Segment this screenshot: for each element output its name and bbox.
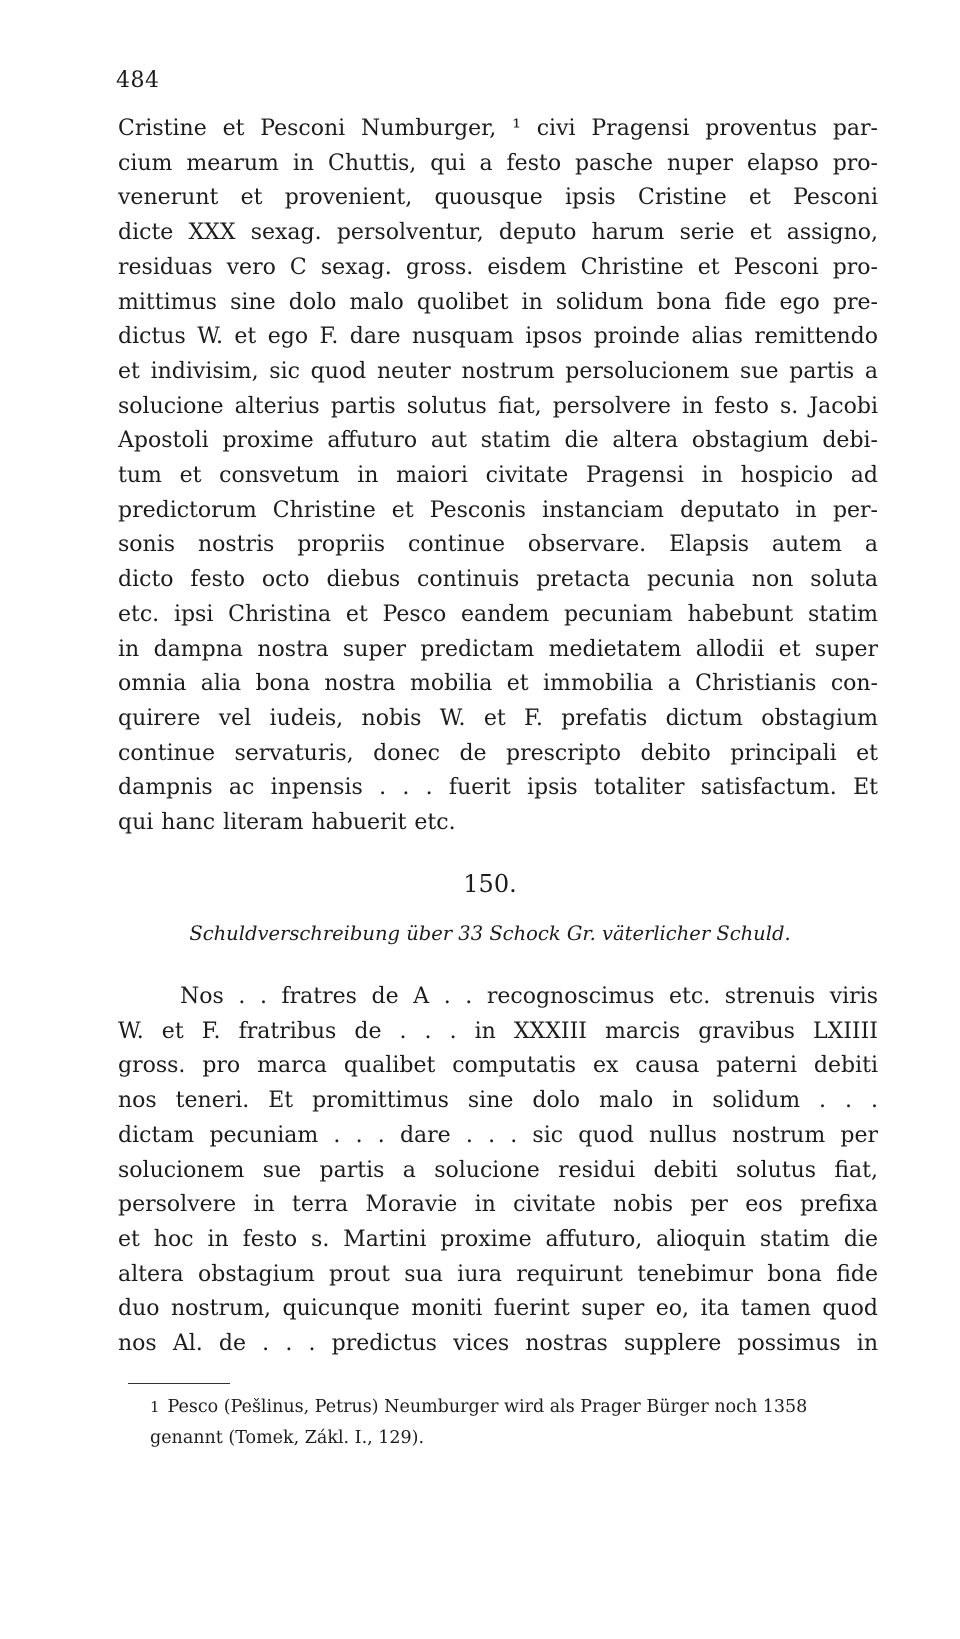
text-line: solucionem sue partis a solucione residui debiti solutus fiat,	[118, 1157, 878, 1183]
text-line: duo nostrum, quicunque moniti fuerint super eo, ita tamen quod	[118, 1296, 878, 1322]
text-line: etc. ipsi Christina et Pesco eandem pecuniam habebunt statim	[118, 601, 878, 627]
text-line: quirere vel iudeis, nobis W. et F. prefatis dictum obstagium	[118, 705, 878, 731]
text-line: residuas vero C sexag. gross. eisdem Christine et Pesconi pro-	[118, 254, 878, 280]
text-line: nos Al. de . . . predictus vices nostras supplere possimus in	[118, 1331, 878, 1357]
document-text	[118, 980, 878, 1362]
text-line: in dampna nostra super predictam medietatem allodii et super	[118, 636, 878, 662]
footnote	[150, 1392, 878, 1454]
text-line: omnia alia bona nostra mobilia et immobilia a Christianis con-	[118, 671, 878, 697]
text-line: W. et F. fratribus de . . . in XXXIII marcis gravibus LXIIII	[118, 1018, 878, 1044]
text-line: gross. pro marca qualibet computatis ex causa paterni debiti	[118, 1053, 878, 1079]
previous-document-text	[118, 112, 878, 841]
text-line: persolvere in terra Moravie in civitate nobis per eos prefixa	[118, 1192, 878, 1218]
text-line: tum et consvetum in maiori civitate Pragensi in hospicio ad	[118, 463, 878, 489]
document-heading: Schuldverschreibung über 33 Schock Gr. väterlicher Schuld.	[189, 922, 791, 945]
footnote-marker: 1	[150, 1398, 160, 1416]
text-line: altera obstagium prout sua iura requirunt tenebimur bona fide	[118, 1261, 878, 1287]
text-line: dictus W. et ego F. dare nusquam ipsos proinde alias remittendo	[118, 324, 878, 350]
text-line: mittimus sine dolo malo quolibet in solidum bona fide ego pre-	[118, 289, 878, 315]
text-line: Apostoli proxime affuturo aut statim die altera obstagium debi-	[118, 428, 878, 454]
text-line: dictam pecuniam . . . dare . . . sic quod nullus nostrum per	[118, 1122, 878, 1148]
text-line: dampnis ac inpensis . . . fuerit ipsis totaliter satisfactum. Et	[118, 775, 878, 801]
text-line: et indivisim, sic quod neuter nostrum persolucionem sue partis a	[118, 358, 878, 384]
text-line: qui hanc literam habuerit etc.	[118, 810, 456, 836]
text-line: predictorum Christine et Pesconis instanciam deputato in per-	[118, 497, 878, 523]
footnote-line: genannt (Tomek, Zákl. I., 129).	[150, 1428, 425, 1448]
text-line: dicte XXX sexag. persolventur, deputo harum serie et assigno,	[118, 220, 878, 246]
document-number: 150.	[463, 870, 517, 898]
text-line: sonis nostris propriis continue observare. Elapsis autem a	[118, 532, 878, 558]
text-line: cium mearum in Chuttis, qui a festo pasche nuper elapso pro-	[118, 150, 878, 176]
text-line: nos teneri. Et promittimus sine dolo malo in solidum . . .	[118, 1088, 878, 1114]
text-line: et hoc in festo s. Martini proxime affuturo, alioquin statim die	[118, 1226, 878, 1252]
text-line: continue servaturis, donec de prescripto debito principali et	[118, 740, 878, 766]
text-line: venerunt et provenient, quousque ipsis Cristine et Pesconi	[118, 185, 878, 211]
text-line: solucione alterius partis solutus fiat, persolvere in festo s. Jacobi	[118, 393, 878, 419]
page-number: 484	[116, 68, 160, 93]
text-line: Nos . . fratres de A . . recognoscimus etc. strenuis viris	[180, 984, 878, 1009]
footnote-divider	[128, 1383, 230, 1384]
text-line: dicto festo octo diebus continuis pretacta pecunia non soluta	[118, 567, 878, 593]
footnote-line: 1 Pesco (Pešlinus, Petrus) Neumburger wird als Prager Bürger noch 1358	[150, 1397, 808, 1417]
text-line: Cristine et Pesconi Numburger, ¹ civi Pragensi proventus par-	[118, 116, 878, 141]
